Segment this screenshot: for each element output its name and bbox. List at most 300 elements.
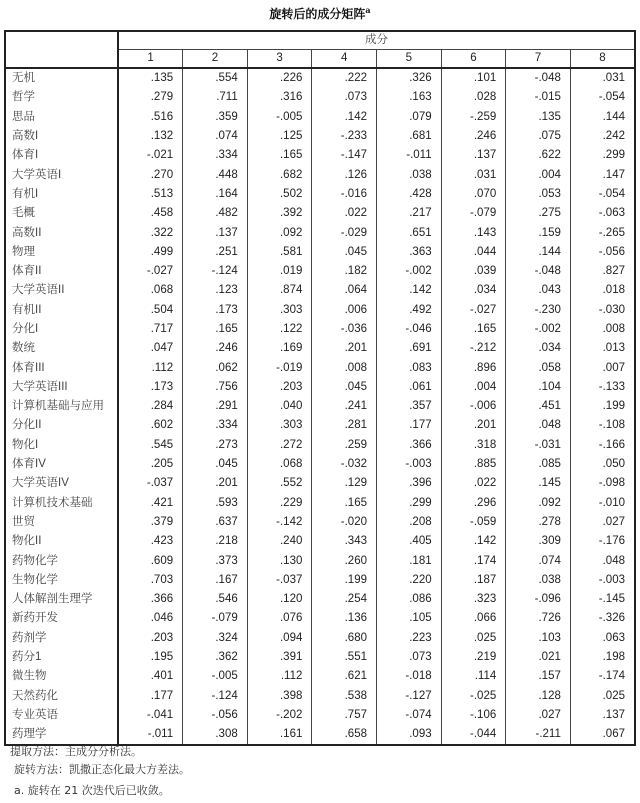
loading-cell: .220 xyxy=(377,571,442,590)
component-column-header: 4 xyxy=(312,50,377,69)
loading-cell: .094 xyxy=(247,629,312,648)
loading-cell: .254 xyxy=(312,590,377,609)
loading-cell: .201 xyxy=(183,474,248,493)
loading-cell: .296 xyxy=(441,494,506,513)
loading-cell: .161 xyxy=(247,725,312,745)
loading-cell: .038 xyxy=(506,571,571,590)
loading-cell: .217 xyxy=(377,204,442,223)
loading-cell: .391 xyxy=(247,648,312,667)
loading-cell: .123 xyxy=(183,281,248,300)
loading-cell: -.098 xyxy=(570,474,635,493)
extraction-note: 提取方法：主成分分析法。 xyxy=(10,745,142,758)
loading-cell: .103 xyxy=(506,629,571,648)
loading-cell: .405 xyxy=(377,532,442,551)
loading-cell: -.176 xyxy=(570,532,635,551)
loading-cell: .157 xyxy=(506,667,571,686)
table-row xyxy=(5,551,635,570)
component-group-header: 成分 xyxy=(118,31,635,50)
loading-cell: .101 xyxy=(441,68,506,88)
loading-cell: -.096 xyxy=(506,590,571,609)
row-label: 世贸 xyxy=(5,513,118,532)
loading-cell: -.127 xyxy=(377,687,442,706)
loading-cell: .359 xyxy=(183,108,248,127)
loading-cell: .039 xyxy=(441,262,506,281)
loading-cell: .007 xyxy=(570,358,635,377)
loading-cell: .240 xyxy=(247,532,312,551)
loading-cell: .135 xyxy=(506,108,571,127)
loading-cell: .031 xyxy=(570,68,635,88)
table-row xyxy=(5,648,635,667)
loading-cell: -.011 xyxy=(118,725,183,745)
row-label: 专业英语 xyxy=(5,706,118,725)
row-label: 微生物 xyxy=(5,667,118,686)
loading-cell: .717 xyxy=(118,320,183,339)
loading-cell: .502 xyxy=(247,185,312,204)
loading-cell: .022 xyxy=(441,474,506,493)
row-label: 物化II xyxy=(5,532,118,551)
loading-cell: -.056 xyxy=(183,706,248,725)
loading-cell: .112 xyxy=(247,667,312,686)
loading-cell: .135 xyxy=(118,68,183,88)
row-label: 药分1 xyxy=(5,648,118,667)
loading-cell: .421 xyxy=(118,494,183,513)
loading-cell: .163 xyxy=(377,88,442,107)
loading-cell: .142 xyxy=(312,108,377,127)
loading-cell: .047 xyxy=(118,339,183,358)
table-row xyxy=(5,436,635,455)
loading-cell: -.015 xyxy=(506,88,571,107)
loading-cell: .299 xyxy=(570,146,635,165)
loading-cell: .201 xyxy=(312,339,377,358)
loading-cell: .165 xyxy=(247,146,312,165)
loading-cell: .195 xyxy=(118,648,183,667)
row-label: 体育III xyxy=(5,358,118,377)
loading-cell: .027 xyxy=(570,513,635,532)
loading-cell: -.020 xyxy=(312,513,377,532)
loading-cell: .045 xyxy=(183,455,248,474)
row-label: 计算机基础与应用 xyxy=(5,397,118,416)
loading-cell: -.212 xyxy=(441,339,506,358)
loading-cell: .126 xyxy=(312,165,377,184)
loading-cell: .357 xyxy=(377,397,442,416)
loading-cell: .061 xyxy=(377,378,442,397)
table-row xyxy=(5,243,635,262)
loading-cell: .130 xyxy=(247,551,312,570)
loading-cell: .651 xyxy=(377,223,442,242)
table-row xyxy=(5,108,635,127)
loading-cell: .058 xyxy=(506,358,571,377)
loading-cell: .423 xyxy=(118,532,183,551)
loading-cell: -.230 xyxy=(506,301,571,320)
table-row xyxy=(5,609,635,628)
table-row xyxy=(5,494,635,513)
loading-cell: .076 xyxy=(247,609,312,628)
loading-cell: -.054 xyxy=(570,88,635,107)
loading-cell: -.124 xyxy=(183,687,248,706)
loading-cell: .322 xyxy=(118,223,183,242)
loading-cell: .757 xyxy=(312,706,377,725)
loading-cell: .073 xyxy=(312,88,377,107)
loading-cell: .275 xyxy=(506,204,571,223)
loading-cell: .334 xyxy=(183,416,248,435)
loading-cell: .451 xyxy=(506,397,571,416)
loading-cell: -.029 xyxy=(312,223,377,242)
loading-cell: .827 xyxy=(570,262,635,281)
loading-cell: .165 xyxy=(312,494,377,513)
loading-cell: .165 xyxy=(183,320,248,339)
loading-cell: -.326 xyxy=(570,609,635,628)
row-label: 计算机技术基础 xyxy=(5,494,118,513)
loading-cell: .203 xyxy=(247,378,312,397)
loading-cell: .145 xyxy=(506,474,571,493)
loading-cell: .362 xyxy=(183,648,248,667)
loading-cell: -.006 xyxy=(441,397,506,416)
loading-cell: .021 xyxy=(506,648,571,667)
loading-cell: -.032 xyxy=(312,455,377,474)
loading-cell: -.003 xyxy=(570,571,635,590)
row-label: 思品 xyxy=(5,108,118,127)
loading-cell: .199 xyxy=(570,397,635,416)
loading-cell: .241 xyxy=(312,397,377,416)
loading-cell: .019 xyxy=(247,262,312,281)
loading-cell: -.031 xyxy=(506,436,571,455)
loading-cell: .198 xyxy=(570,648,635,667)
loading-cell: -.025 xyxy=(441,687,506,706)
row-label: 有机II xyxy=(5,301,118,320)
row-label: 有机I xyxy=(5,185,118,204)
loading-cell: -.202 xyxy=(247,706,312,725)
row-label: 药物化学 xyxy=(5,551,118,570)
table-row xyxy=(5,320,635,339)
loading-cell: .129 xyxy=(312,474,377,493)
loading-cell: .169 xyxy=(247,339,312,358)
loading-cell: -.027 xyxy=(118,262,183,281)
loading-cell: .682 xyxy=(247,165,312,184)
loading-cell: .136 xyxy=(312,609,377,628)
loading-cell: .218 xyxy=(183,532,248,551)
loading-cell: -.079 xyxy=(441,204,506,223)
table-row xyxy=(5,629,635,648)
loading-cell: -.046 xyxy=(377,320,442,339)
row-label: 体育I xyxy=(5,146,118,165)
loading-cell: -.063 xyxy=(570,204,635,223)
row-label: 物化I xyxy=(5,436,118,455)
loading-cell: .691 xyxy=(377,339,442,358)
loading-cell: .018 xyxy=(570,281,635,300)
component-column-header: 5 xyxy=(377,50,442,69)
loading-cell: .229 xyxy=(247,494,312,513)
loading-cell: .278 xyxy=(506,513,571,532)
loading-cell: .681 xyxy=(377,127,442,146)
loading-cell: .064 xyxy=(312,281,377,300)
loading-cell: .174 xyxy=(441,551,506,570)
table-row xyxy=(5,532,635,551)
loading-cell: -.041 xyxy=(118,706,183,725)
loading-cell: .025 xyxy=(441,629,506,648)
loading-cell: .177 xyxy=(118,687,183,706)
loading-cell: .177 xyxy=(377,416,442,435)
loading-cell: -.108 xyxy=(570,416,635,435)
title-footnote-marker: a xyxy=(365,5,371,15)
loading-cell: .075 xyxy=(506,127,571,146)
table-row xyxy=(5,455,635,474)
loading-cell: .504 xyxy=(118,301,183,320)
loading-cell: .318 xyxy=(441,436,506,455)
loading-cell: .291 xyxy=(183,397,248,416)
table-row xyxy=(5,571,635,590)
loading-cell: .025 xyxy=(570,687,635,706)
loading-cell: -.054 xyxy=(570,185,635,204)
loading-cell: .492 xyxy=(377,301,442,320)
loading-cell: .128 xyxy=(506,687,571,706)
table-row xyxy=(5,165,635,184)
loading-cell: .048 xyxy=(570,551,635,570)
loading-cell: .006 xyxy=(312,301,377,320)
loading-cell: .251 xyxy=(183,243,248,262)
loading-cell: .324 xyxy=(183,629,248,648)
loading-cell: -.016 xyxy=(312,185,377,204)
loading-cell: .187 xyxy=(441,571,506,590)
loading-cell: -.211 xyxy=(506,725,571,745)
loading-cell: -.021 xyxy=(118,146,183,165)
loading-cell: .038 xyxy=(377,165,442,184)
loading-cell: .004 xyxy=(506,165,571,184)
loading-cell: .165 xyxy=(441,320,506,339)
loading-cell: .398 xyxy=(247,687,312,706)
loading-cell: -.074 xyxy=(377,706,442,725)
row-label: 哲学 xyxy=(5,88,118,107)
loading-cell: -.018 xyxy=(377,667,442,686)
loading-cell: .181 xyxy=(377,551,442,570)
loading-cell: .122 xyxy=(247,320,312,339)
loading-cell: .552 xyxy=(247,474,312,493)
loading-cell: .105 xyxy=(377,609,442,628)
loading-cell: .137 xyxy=(183,223,248,242)
loading-cell: .593 xyxy=(183,494,248,513)
table-row xyxy=(5,223,635,242)
loading-cell: -.233 xyxy=(312,127,377,146)
loading-cell: .083 xyxy=(377,358,442,377)
loading-cell: -.059 xyxy=(441,513,506,532)
row-label: 药理学 xyxy=(5,725,118,745)
component-column-header: 7 xyxy=(506,50,571,69)
loading-cell: .073 xyxy=(377,648,442,667)
loading-cell: .272 xyxy=(247,436,312,455)
loading-cell: .363 xyxy=(377,243,442,262)
loading-cell: .137 xyxy=(441,146,506,165)
loading-cell: .499 xyxy=(118,243,183,262)
loading-cell: .273 xyxy=(183,436,248,455)
loading-cell: .085 xyxy=(506,455,571,474)
loading-cell: .281 xyxy=(312,416,377,435)
loading-cell: -.056 xyxy=(570,243,635,262)
component-column-header: 8 xyxy=(570,50,635,69)
loading-cell: .259 xyxy=(312,436,377,455)
loading-cell: .323 xyxy=(441,590,506,609)
loading-cell: .609 xyxy=(118,551,183,570)
loading-cell: .246 xyxy=(183,339,248,358)
row-label: 大学英语IV xyxy=(5,474,118,493)
table-row xyxy=(5,513,635,532)
loading-cell: .516 xyxy=(118,108,183,127)
loading-cell: .062 xyxy=(183,358,248,377)
loading-cell: .092 xyxy=(247,223,312,242)
loading-cell: .173 xyxy=(118,378,183,397)
loading-cell: .159 xyxy=(506,223,571,242)
table-row xyxy=(5,474,635,493)
loading-cell: .299 xyxy=(377,494,442,513)
loading-cell: .004 xyxy=(441,378,506,397)
table-row xyxy=(5,339,635,358)
component-column-header: 1 xyxy=(118,50,183,69)
loading-cell: .147 xyxy=(570,165,635,184)
rotated-component-matrix xyxy=(4,30,636,746)
table-title xyxy=(0,5,640,22)
loading-cell: .199 xyxy=(312,571,377,590)
table-row xyxy=(5,146,635,165)
table-row xyxy=(5,262,635,281)
loading-cell: .222 xyxy=(312,68,377,88)
loading-cell: .896 xyxy=(441,358,506,377)
row-label: 物理 xyxy=(5,243,118,262)
loading-cell: .308 xyxy=(183,725,248,745)
loading-cell: -.005 xyxy=(247,108,312,127)
loading-cell: .143 xyxy=(441,223,506,242)
table-row xyxy=(5,68,635,88)
table-row xyxy=(5,416,635,435)
loading-cell: .581 xyxy=(247,243,312,262)
loading-cell: .756 xyxy=(183,378,248,397)
loading-cell: .144 xyxy=(506,243,571,262)
row-label: 生物化学 xyxy=(5,571,118,590)
loading-cell: .173 xyxy=(183,301,248,320)
loading-cell: -.002 xyxy=(377,262,442,281)
loading-cell: .120 xyxy=(247,590,312,609)
loading-cell: .546 xyxy=(183,590,248,609)
loading-cell: .079 xyxy=(377,108,442,127)
loading-cell: .242 xyxy=(570,127,635,146)
table-row xyxy=(5,88,635,107)
loading-cell: .885 xyxy=(441,455,506,474)
row-label: 毛概 xyxy=(5,204,118,223)
loading-cell: .008 xyxy=(570,320,635,339)
loading-cell: .326 xyxy=(377,68,442,88)
loading-cell: -.124 xyxy=(183,262,248,281)
loading-cell: .392 xyxy=(247,204,312,223)
loading-cell: .031 xyxy=(441,165,506,184)
loading-cell: -.145 xyxy=(570,590,635,609)
table-row xyxy=(5,301,635,320)
loading-cell: .070 xyxy=(441,185,506,204)
row-label: 分化II xyxy=(5,416,118,435)
loading-cell: .303 xyxy=(247,301,312,320)
row-label: 天然药化 xyxy=(5,687,118,706)
row-label: 大学英语III xyxy=(5,378,118,397)
loading-cell: .132 xyxy=(118,127,183,146)
loading-cell: .114 xyxy=(441,667,506,686)
table-row xyxy=(5,358,635,377)
loading-cell: -.037 xyxy=(118,474,183,493)
loading-cell: -.106 xyxy=(441,706,506,725)
loading-cell: .513 xyxy=(118,185,183,204)
loading-cell: -.037 xyxy=(247,571,312,590)
loading-cell: .366 xyxy=(377,436,442,455)
loading-cell: -.019 xyxy=(247,358,312,377)
loading-cell: .208 xyxy=(377,513,442,532)
loading-cell: .703 xyxy=(118,571,183,590)
loading-cell: .270 xyxy=(118,165,183,184)
loading-cell: .203 xyxy=(118,629,183,648)
loading-cell: .373 xyxy=(183,551,248,570)
loading-cell: .219 xyxy=(441,648,506,667)
loading-cell: .223 xyxy=(377,629,442,648)
row-label: 数统 xyxy=(5,339,118,358)
loading-cell: .205 xyxy=(118,455,183,474)
loading-cell: -.044 xyxy=(441,725,506,745)
loading-cell: .680 xyxy=(312,629,377,648)
loading-cell: .621 xyxy=(312,667,377,686)
loading-cell: .637 xyxy=(183,513,248,532)
matrix-body xyxy=(5,68,635,745)
rotation-note: 旋转方法：凯撒正态化最大方差法。 xyxy=(14,763,190,776)
table-row xyxy=(5,204,635,223)
loading-cell: -.027 xyxy=(441,301,506,320)
loading-cell: .309 xyxy=(506,532,571,551)
loading-cell: .048 xyxy=(506,416,571,435)
loading-cell: -.048 xyxy=(506,68,571,88)
loading-cell: .602 xyxy=(118,416,183,435)
loading-cell: .112 xyxy=(118,358,183,377)
loading-cell: .874 xyxy=(247,281,312,300)
loading-cell: .303 xyxy=(247,416,312,435)
loading-cell: .022 xyxy=(312,204,377,223)
loading-cell: .711 xyxy=(183,88,248,107)
loading-cell: .538 xyxy=(312,687,377,706)
loading-cell: .040 xyxy=(247,397,312,416)
loading-cell: .334 xyxy=(183,146,248,165)
loading-cell: .554 xyxy=(183,68,248,88)
loading-cell: .092 xyxy=(506,494,571,513)
table-row xyxy=(5,590,635,609)
loading-cell: -.036 xyxy=(312,320,377,339)
loading-cell: .448 xyxy=(183,165,248,184)
loading-cell: .093 xyxy=(377,725,442,745)
loading-cell: .086 xyxy=(377,590,442,609)
row-label: 体育IV xyxy=(5,455,118,474)
loading-cell: -.133 xyxy=(570,378,635,397)
loading-cell: -.011 xyxy=(377,146,442,165)
loading-cell: .137 xyxy=(570,706,635,725)
loading-cell: .144 xyxy=(570,108,635,127)
table-row xyxy=(5,667,635,686)
loading-cell: .551 xyxy=(312,648,377,667)
loading-cell: -.142 xyxy=(247,513,312,532)
loading-cell: .343 xyxy=(312,532,377,551)
loading-cell: .034 xyxy=(441,281,506,300)
loading-cell: .726 xyxy=(506,609,571,628)
loading-cell: .142 xyxy=(441,532,506,551)
loading-cell: -.265 xyxy=(570,223,635,242)
loading-cell: -.079 xyxy=(183,609,248,628)
table-row xyxy=(5,185,635,204)
loading-cell: .046 xyxy=(118,609,183,628)
loading-cell: .201 xyxy=(441,416,506,435)
loading-cell: .226 xyxy=(247,68,312,88)
loading-cell: .458 xyxy=(118,204,183,223)
loading-cell: -.166 xyxy=(570,436,635,455)
loading-cell: -.003 xyxy=(377,455,442,474)
row-label: 无机 xyxy=(5,68,118,88)
